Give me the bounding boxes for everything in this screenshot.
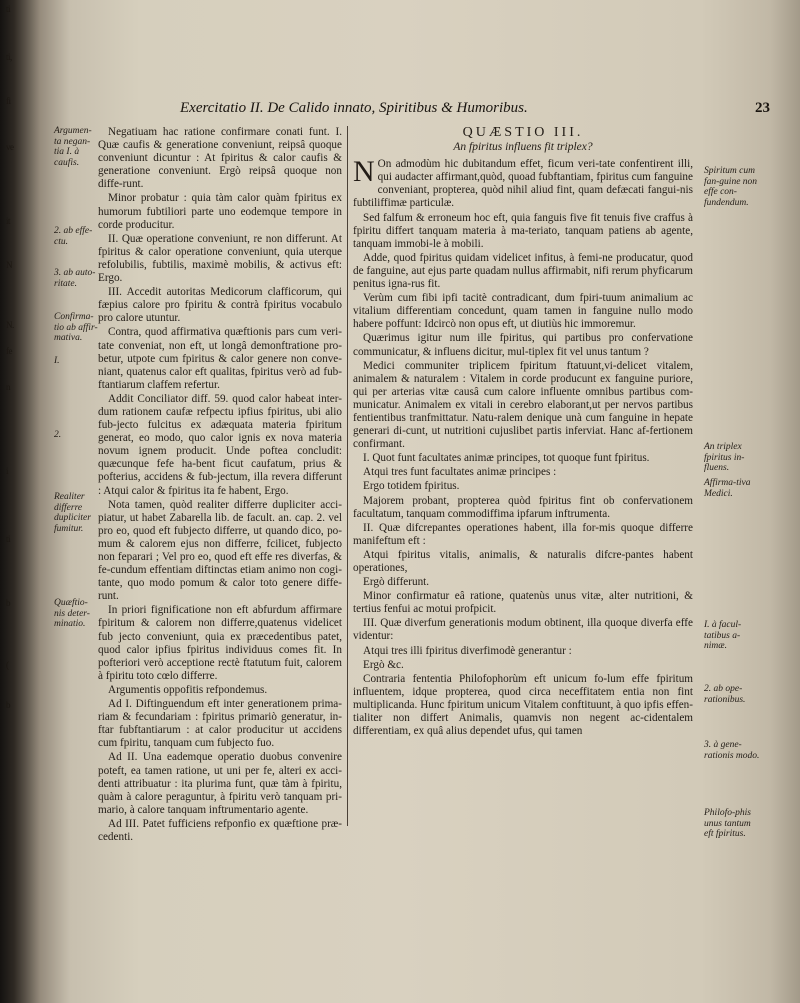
paragraph: III. Quæ diverfum generationis modum obtinent, illa quoque diverfa effe videntur: xyxy=(353,617,693,643)
page-number: 23 xyxy=(755,100,770,116)
question-subheading: An fpiritus influens fit triplex? xyxy=(453,141,593,154)
gutter-fragment: b xyxy=(6,598,10,608)
paragraph: Minor probatur : quia tàm calor quàm fpiritus ex humorum fubtiliori parte uno eodemque tempore in corde producitur. xyxy=(98,192,342,231)
paragraph: Addit Conciliator diff. 59. quod calor habeat inter-dum rationem caufæ refpectu ipfius fpiritus, ubi alio fub-jecto fulcitus ex adæquata materia fpiritum generat, eo modo, quo calor ignis ex nova materia novum ignem producit. Unde poftea concludit: quæcunque fefe ha-bent ficut caufatum, prius & pofterius, accidens & fub-jectum, illa revera differunt : Atqui calor & fpiritus ita fe habent, Ergo. xyxy=(98,392,342,497)
paragraph: Nota tamen, quòd realiter differre dupliciter acci-piatur, ut habet Zabarella lib. de facult. an. cap. 2. vel pro eo, quod eft fubjecto differre, ut quando dico, po-mum & calorem ejus non differre, fcilicet, fubjecto non feparari ; Vel pro eo, quod eft effe res diverfas, & fe-cundum effentiam diftinctas etiam animo non cogi-tante, quo modo pomum & calor toto genere diffe-runt. xyxy=(98,498,342,603)
gutter-fragment: i xyxy=(6,466,9,476)
margin-note: 2. ab effe-ctu. xyxy=(54,226,93,247)
margin-note: Spiritum cum fan-guine non effe con-fundendum. xyxy=(704,166,758,208)
paragraph: Atqui tres funt facultates animæ principes : xyxy=(363,466,557,479)
question-heading: QUÆSTIO III. xyxy=(462,125,584,140)
paragraph: Ad I. Diftinguendum eft inter generationem prima-riam & fecundariam : fpiritus primariò generatur, in-ftar fubftantiarum : at calor producitur ut accidens cum fpiritu, tanquam cum fubjecto fuo. xyxy=(98,698,342,750)
paragraph: Atqui fpiritus vitalis, animalis, & naturalis difcre-pantes habent operationes, xyxy=(353,548,693,574)
margin-note: Affirma-tiva Medici. xyxy=(704,478,751,499)
column-divider xyxy=(347,126,348,826)
margin-note: Argumen-ta negan-tia I. à caufis. xyxy=(54,126,92,168)
margin-note: Philofo-phis unus tantum eft fpiritus. xyxy=(704,808,751,839)
paragraph: Ergò differunt. xyxy=(363,576,430,589)
gutter-fragment: N xyxy=(6,260,12,270)
margin-note: Quæftio-nis deter-minatio. xyxy=(54,598,90,629)
paragraph xyxy=(353,155,693,210)
right-column xyxy=(353,126,693,739)
paragraph: Quærimus igitur num ille fpiritus, qui partibus pro confervatione communicatur, & influens dicitur, mul-tiplex fit vel unus tantum ? xyxy=(353,332,693,358)
paragraph: In priori fignificatione non eft abfurdum affirmare fpiritum & calorem non differre,quatenus videlicet fub jecto conveniunt, quia ex præcedentibus patet, quod calor ipfius fpiritus individuus comes fit. In pofteriori verò acceptione rectè ftatutum fuit, calorem à fpiritu toto cœlo differre. xyxy=(98,604,342,682)
paragraph: I. Quot funt facultates animæ principes, tot quoque funt fpiritus. xyxy=(363,452,650,465)
margin-note: Realiter differre dupliciter fumitur. xyxy=(54,492,91,534)
paragraph: Ad III. Patet fufficiens refponfio ex quæftione præ-cedenti. xyxy=(98,817,342,843)
paragraph: Adde, quod fpiritus quidam videlicet infitus, à femi-ne producatur, quod de fanguine, aut ejus parte quadam nullus affirmabit, nifi rerum phyficarum penitus igna-rus fit. xyxy=(353,251,693,291)
paragraph: Ergo totidem fpiritus. xyxy=(363,480,460,493)
margin-note: Confirma-tio ab affir-mativa. xyxy=(54,312,98,343)
paragraph: III. Accedit autoritas Medicorum clafficorum, qui fæpius calore pro fpiritu & contrà fpiritus vocabulo pro calore utuntur. xyxy=(98,286,342,325)
adjacent-page-gutter xyxy=(0,0,52,1003)
paragraph: Ergò &c. xyxy=(363,658,404,671)
gutter-fragment: ti xyxy=(6,534,11,544)
gutter-fragment: fe xyxy=(6,346,12,356)
margin-note: 2. xyxy=(54,430,62,440)
paragraph-text: On admodùm hic dubitandum effet, ficum veri-tate confentirent illi, qui audacter affirmant,quòd, quoad fubftantiam, fpiritus cum fanguine conveniant, propterea, quòd nihil aliud fint, quam defæcati fangui-nis fubtiliffimæ particulæ. xyxy=(353,158,693,210)
gutter-fragment: n xyxy=(6,382,10,392)
paragraph: Contra, quod affirmativa quæftionis pars cum veri-tate conveniat, non eft, ut longâ demonftratione pro-betur, utpote cum fpiritus & calor genere non conve-niant, quatenus calor eft qualitas, fpiritus verò ad fub-ftantiarum claffem refertur. xyxy=(98,326,342,391)
paragraph: Verùm cum fibi ipfi tacitè contradicant, dum fpiri-tuum animalium ac vitalium differentiam concedunt, quam tamen in fanguine nullo modo habere poffunt: Idcircò non opus eft, ut diutiùs hic immoremur. xyxy=(353,292,693,331)
margin-note: I. à facul-tatibus a-nimæ. xyxy=(704,620,742,651)
paragraph: Ad II. Una eademque operatio duobus convenire poteft, ea tamen ratione, ut uni per fe, alteri ex acci-denti attribuatur : ita plurima funt, quæ tàm à fpiritu, quàm à calore peraguntur, à fpiritu verò tanquam pri-mario, à calore tanquam inftrumentario agente. xyxy=(98,751,342,816)
gutter-fragment: it xyxy=(6,216,11,226)
paragraph: Negatiuam hac ratione confirmare conati funt. I. Quæ caufis & generatione conveniunt, reipsâ quoque conveniunt dicuntur : At fpiritus & calor caufis & generatione conveniunt. Ergò reipsâ quoque non diffe-runt. xyxy=(98,126,342,191)
gutter-fragment: N. xyxy=(6,320,14,330)
gutter-fragment: ve xyxy=(6,142,14,152)
gutter-fragment: ( xyxy=(6,660,9,670)
margin-note: I. xyxy=(54,356,60,366)
paragraph: Minor confirmatur eâ ratione, quatenùs unus vitæ, alter nutritioni, & tertius fenfui ac motui profpicit. xyxy=(353,590,693,616)
drop-cap: N xyxy=(353,155,375,189)
gutter-fragment: ti xyxy=(6,4,11,14)
margin-note: An triplex fpiritus in-fluens. xyxy=(704,442,745,473)
running-title: Exercitatio II. De Calido innato, Spiritibus & Humoribus. xyxy=(180,100,528,116)
paragraph: II. Quæ difcrepantes operationes habent, illa for-mis quoque differre manifeftum eft : xyxy=(353,521,693,547)
margin-note: 2. ab ope-rationibus. xyxy=(704,684,746,705)
margin-note: 3. à gene-rationis modo. xyxy=(704,740,760,761)
gutter-fragment: ti, xyxy=(6,52,12,62)
paragraph: II. Quæ operatione conveniunt, re non differunt. At fpiritus & calor operatione conveniunt, quia uterque refolubilis, fubtilis, maximè mobilis, & activus eft: Ergo. xyxy=(98,232,342,285)
paragraph: Atqui tres illi fpiritus diverfimodè generantur : xyxy=(363,644,572,657)
paragraph: Medici communiter triplicem fpiritum ftatuunt,vi-delicet vitalem, animalem & naturalem : Vitalem in corde producunt ex fanguine puriore, qui per arterias vitæ causâ cum calore influente omnibus partibus com-municatur. Animalem ex vitali in cerebro elaborant,ut per nervos partibus fentientibus tranfmittatur. Natu-ralem denique unà cum fanguine in hepate generari di-cunt, ut nutritioni cujuslibet partis inferviat. Hanc af-fertionem confirmant. xyxy=(353,359,693,451)
paragraph: Argumentis oppofitis refpondemus. xyxy=(108,683,268,696)
left-column xyxy=(98,126,342,845)
paragraph: Majorem probant, propterea quòd fpiritus fint ob confervationem facultatum, tanquam commodiffima ipfarum inftrumenta. xyxy=(353,494,693,520)
gutter-fragment: b xyxy=(6,700,10,710)
gutter-fragment: fi xyxy=(6,96,11,106)
paragraph: Sed falfum & erroneum hoc eft, quia fanguis five fit tenuis five craffus à fpiritu differt tanquam materia à ma-teriato, tanquam patiens ab agente, tanquam immobi-le à mobili. xyxy=(353,211,693,250)
paragraph: Contraria fententia Philofophorùm eft unicum fo-lum effe fpiritum influentem, idque propterea, quod circa neceffitatem entia non fint multiplicanda. Hunc fpiritum unicum Vitalem conftituunt, à quo ipfis effen-tialiter non differt Animalis, quamvis non negent ac-cidentalem differentiam, ex quâ alius dependet ufus, qui tamen xyxy=(353,672,693,738)
margin-note: 3. ab auto-ritate. xyxy=(54,268,96,289)
